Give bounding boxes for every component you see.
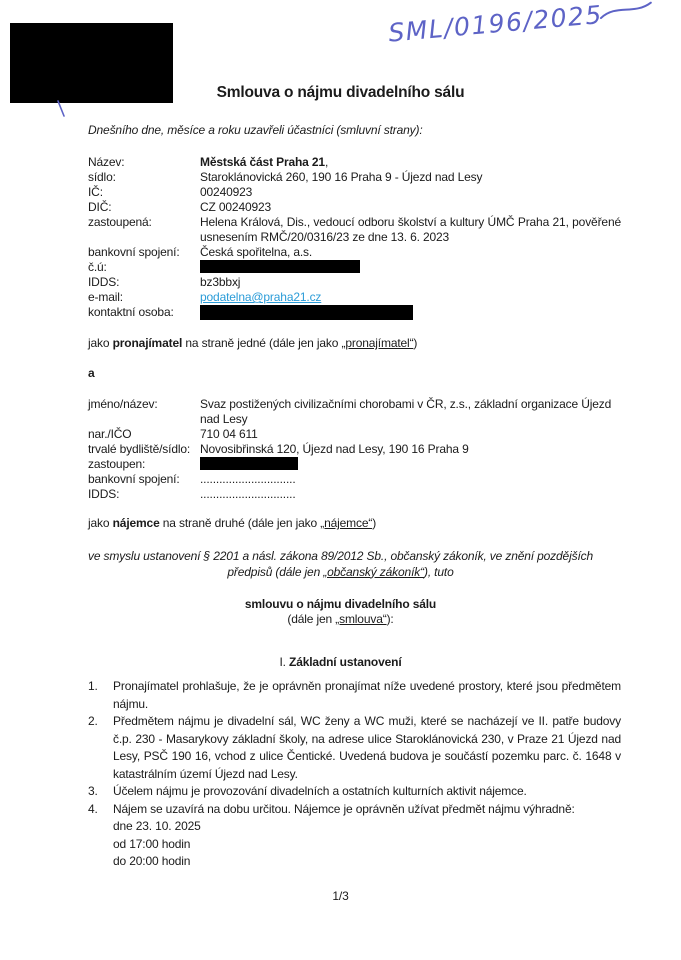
field-value: Svaz postižených civilizačními chorobami v ČR, z.s., základní organizace Újezd nad Lesy (200, 397, 612, 426)
intro-line: Dnešního dne, měsíce a roku uzavřeli účastníci (smluvní strany): (88, 123, 423, 137)
handwritten-reference-text: SML/0196/2025 (387, 0, 604, 48)
field-row-idds (88, 275, 621, 290)
field-value: Helena Králová, Dis., vedoucí odboru školství a kultury ÚMČ Praha 21, pověřené usnesením RMČ/20/0316/23 ze dne 13. 6. 2023 (200, 215, 621, 244)
field-value (200, 260, 621, 275)
field-row-dic (88, 200, 621, 215)
field-row-cu (88, 260, 621, 275)
field-value-dotted: .............................. (200, 487, 296, 501)
field-value: 710 04 611 (200, 427, 258, 441)
clause-number: 4. (88, 801, 98, 816)
field-value: Městská část Praha 21, (200, 155, 329, 169)
pen-flourish-stroke (598, 0, 656, 23)
field-label: zastoupen: (88, 457, 146, 471)
page-title: Smlouva o nájmu divadelního sálu (216, 84, 465, 101)
landlord-clause: jako pronajímatel na straně jedné (dále jen jako „pronajímatel“) (88, 336, 418, 350)
contract-name: smlouvu o nájmu divadelního sálu (244, 597, 437, 611)
field-row-banka2 (88, 472, 621, 487)
field-row-narico (88, 427, 621, 442)
clause-item (88, 713, 621, 783)
tenant-clause: jako nájemce na straně druhé (dále jen jako „nájemce“) (88, 516, 377, 530)
redaction-bar-account (200, 260, 360, 273)
field-value (200, 305, 621, 322)
field-row-bydliste (88, 442, 621, 457)
handwritten-reference (387, 0, 655, 48)
field-row-kontakt (88, 305, 621, 322)
section-heading (64, 655, 617, 670)
field-label: bankovní spojení: (88, 472, 180, 486)
field-label: jméno/název: (88, 397, 158, 411)
field-value: 00240923 (200, 185, 253, 199)
legal-reference: ve smyslu ustanovení § 2201 a násl. zákona 89/2012 Sb., občanský zákoník, ve znění pozdějších předpisů (dále jen „občanský zákoník“), tuto (87, 549, 594, 579)
redaction-bar-contact-person (200, 305, 413, 320)
field-row-ic (88, 185, 621, 200)
field-label: IDDS: (88, 275, 120, 289)
landlord-fields (88, 155, 621, 322)
tenant-fields (88, 397, 621, 502)
field-label: DIČ: (88, 200, 112, 214)
clause-subline-date: dne 23. 10. 2025 (113, 819, 201, 833)
field-value: CZ 00240923 (200, 200, 272, 214)
clause-text: Nájem se uzavírá na dobu určitou. Nájemce je oprávněn užívat předmět nájmu výhradně: (113, 801, 575, 816)
clause-item (88, 783, 621, 801)
contract-name-sub: (dále jen „smlouva“): (287, 612, 394, 626)
clause-list (88, 678, 621, 871)
clause-subline-to: do 20:00 hodin (113, 854, 191, 868)
field-label: č.ú: (88, 260, 107, 274)
field-label: Název: (88, 155, 125, 169)
clause-number: 3. (88, 784, 98, 798)
section-title: Základní ustanovení (289, 655, 402, 669)
field-label: IČ: (88, 185, 103, 199)
clause-subline-from: od 17:00 hodin (113, 836, 191, 851)
field-label: sídlo: (88, 170, 116, 184)
field-row-nazev (88, 155, 621, 170)
clause-number: 1. (88, 679, 98, 693)
field-value: Staroklánovická 260, 190 16 Praha 9 - Újezd nad Lesy (200, 170, 483, 184)
redaction-bar-representative (200, 457, 298, 470)
clause-text: Pronajímatel prohlašuje, že je oprávněn pronajímat níže uvedené prostory, které jsou předmětem nájmu. (113, 679, 621, 711)
field-value-dotted: .............................. (200, 472, 296, 486)
conjunction: a (88, 366, 95, 380)
field-label: trvalé bydliště/sídlo: (88, 442, 191, 456)
clause-text: Předmětem nájmu je divadelní sál, WC ženy a WC muži, které se nacházejí ve II. patře budovy č.p. 230 - Masarykovy základní školy, na adrese ulice Staroklánovická 230, v Praze 21 Újezd nad Lesy, PSČ 190 16, vchod z ulice Čentické. Uvedená budova je součástí pozemku parc. č. 1648 v katastrálním území Újezd nad Lesy. (113, 714, 621, 781)
clause-text: Účelem nájmu je provozování divadelních a ostatních kulturních aktivit nájemce. (113, 784, 527, 798)
field-label: zastoupená: (88, 215, 152, 229)
field-row-jmeno (88, 397, 621, 427)
clause-number: 2. (88, 714, 98, 728)
page-number: 1/3 (332, 889, 349, 903)
field-value: Česká spořitelna, a.s. (200, 245, 313, 259)
field-row-sidlo (88, 170, 621, 185)
field-value: bz3bbxj (200, 275, 241, 289)
pen-mark (55, 100, 69, 118)
field-value: Novosibřinská 120, Újezd nad Lesy, 190 16 Praha 9 (200, 442, 469, 456)
field-row-banka (88, 245, 621, 260)
field-label: e-mail: (88, 290, 123, 304)
field-row-zastoupen (88, 457, 621, 472)
field-label: nar./IČO (88, 427, 132, 441)
field-row-zastoupena (88, 215, 621, 245)
field-label: bankovní spojení: (88, 245, 180, 259)
field-label: IDDS: (88, 487, 120, 501)
field-value (200, 290, 621, 305)
clause-item (88, 801, 621, 819)
clause-item (88, 678, 621, 713)
field-label: kontaktní osoba: (88, 305, 174, 319)
section-numeral: I. (279, 655, 286, 669)
field-row-idds2 (88, 487, 621, 502)
field-row-email (88, 290, 621, 305)
field-value (200, 457, 621, 472)
redacted-logo-block (10, 23, 173, 103)
email-link[interactable]: podatelna@praha21.cz (200, 290, 322, 304)
